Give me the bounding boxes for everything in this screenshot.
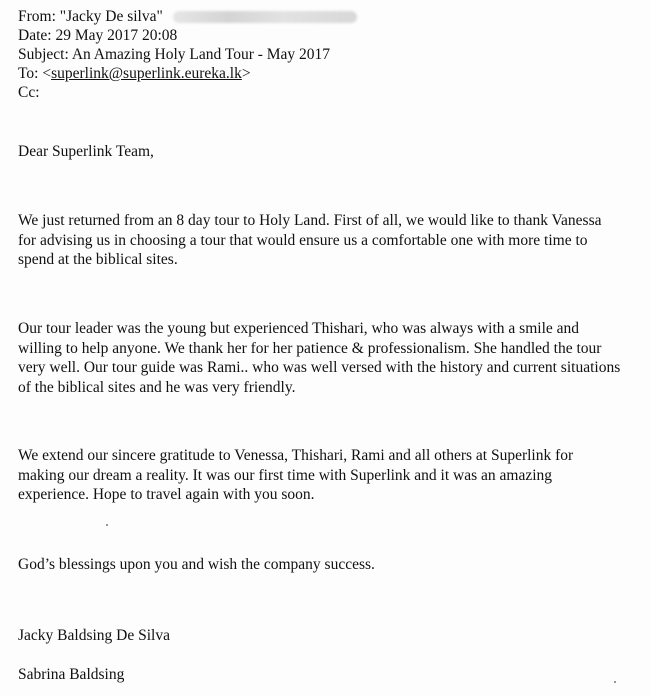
date-label: Date: [18,27,52,44]
from-line [18,8,357,26]
signature-2-text: Sabrina Baldsing [18,666,125,683]
from-label: From: [18,8,56,25]
to-email-link[interactable]: superlink@superlink.eureka.lk [51,65,242,82]
subject-label: Subject: [18,46,69,63]
to-label: To: [18,65,39,82]
paragraph-1-line: for advising us in choosing a tour that would ensure us a comfortable one with more time to [18,231,588,249]
date-line [18,27,177,45]
date-value: 29 May 2017 20:08 [55,27,178,44]
subject-value: An Amazing Holy Land Tour - May 2017 [71,46,331,63]
paragraph-2-line: Our tour leader was the young but experienced Thishari, who was always with a smile and [18,320,580,337]
scan-speck [614,681,616,683]
paragraph-2-line: very well. Our tour guide was Rami.. who was well versed with the history and current situations [18,359,621,376]
from-name: "Jacky De silva" [59,8,163,25]
subject-line [18,46,330,64]
greeting [18,142,638,162]
to-close-bracket: > [241,65,251,82]
signature-1 [18,626,638,646]
paragraph-3-line: We extend our sincere gratitude to Venessa, Thishari, Rami and all others at Superlink for [18,447,574,464]
blessing [18,555,638,575]
to-open-bracket: < [42,65,52,82]
signature-2 [18,665,638,685]
paragraph-3-line: making our dream a reality. It was our first time with Superlink and it was an amazing [18,466,553,484]
scan-speck [106,524,108,526]
paragraph-1-line: We just returned from an 8 day tour to Holy Land. First of all, we would like to thank Vanessa [18,212,602,229]
paragraph-3-line: experience. Hope to travel again with you soon. [18,486,315,503]
paragraph-2-line: of the biblical sites and he was very friendly. [18,378,296,396]
paragraph-2-line: willing to help anyone. We thank her for her patience & professionalism. She handled the tour [18,339,602,357]
paragraph-1-line: spend at the biblical sites. [18,251,178,268]
blessing-text: God’s blessings upon you and wish the company success. [18,556,375,573]
cc-line [18,84,40,102]
paragraph-3 [18,446,638,505]
greeting-text: Dear Superlink Team, [18,143,154,160]
to-line [18,65,251,83]
paragraph-1 [18,211,638,270]
cc-label: Cc: [18,84,40,101]
paragraph-2 [18,319,638,397]
signature-1-text: Jacky Baldsing De Silva [18,627,170,644]
redacted-email-icon [173,11,357,23]
